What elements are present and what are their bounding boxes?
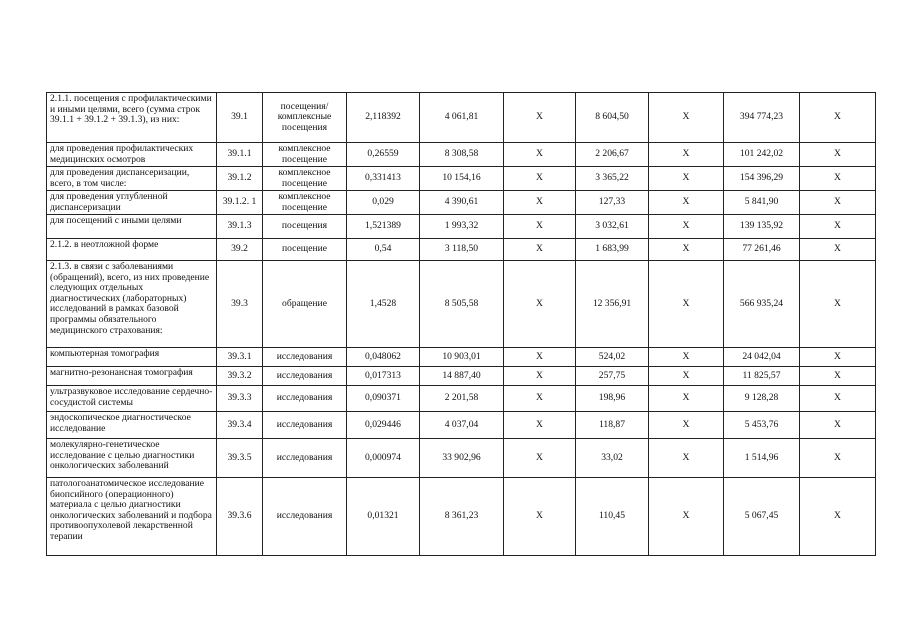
row-norm: 0,029 (347, 191, 420, 215)
row-cost: 10 154,16 (420, 167, 504, 191)
row-cost: 4 061,81 (420, 93, 504, 143)
row-unit: исследования (263, 348, 347, 367)
row-unit: посещения/ комплексные посещения (263, 93, 347, 143)
row-cost: 2 201,58 (420, 386, 504, 412)
row-code: 39.3.5 (217, 439, 263, 478)
row-norm: 0,331413 (347, 167, 420, 191)
row-norm: 0,54 (347, 239, 420, 261)
row-cost: 8 361,23 (420, 478, 504, 556)
table-row (47, 412, 876, 439)
row-per-capita: 3 032,61 (576, 215, 649, 239)
row-name: 2.1.3. в связи с заболеваниями (обращений), всего, из них проведение следующих отдельных диагностических (лабораторных) исследований в рамках базовой программы обязательного медицинского страхования: (47, 261, 217, 348)
row-unit: посещения (263, 215, 347, 239)
row-per-capita: 3 365,22 (576, 167, 649, 191)
row-x-mark: X (800, 386, 876, 412)
table-row (47, 93, 876, 143)
row-code: 39.1.2 (217, 167, 263, 191)
row-norm: 1,4528 (347, 261, 420, 348)
row-per-capita: 8 604,50 (576, 93, 649, 143)
row-norm: 0,029446 (347, 412, 420, 439)
table-row (47, 439, 876, 478)
row-x-mark: X (800, 439, 876, 478)
row-per-capita: 2 206,67 (576, 143, 649, 167)
row-x-mark: X (649, 348, 724, 367)
row-norm: 0,000974 (347, 439, 420, 478)
row-x-mark: X (800, 167, 876, 191)
row-total: 566 935,24 (724, 261, 800, 348)
row-x-mark: X (649, 143, 724, 167)
row-cost: 14 887,40 (420, 367, 504, 386)
row-x-mark: X (504, 191, 576, 215)
row-name: для посещений с иными целями (47, 215, 217, 239)
row-code: 39.3.3 (217, 386, 263, 412)
row-x-mark: X (504, 367, 576, 386)
row-code: 39.3.2 (217, 367, 263, 386)
row-cost: 1 993,32 (420, 215, 504, 239)
row-x-mark: X (800, 93, 876, 143)
row-name: эндоскопическое диагностическое исследование (47, 412, 217, 439)
table-row (47, 215, 876, 239)
table-row (47, 239, 876, 261)
row-x-mark: X (800, 143, 876, 167)
norms-table (46, 92, 876, 556)
row-code: 39.1.1 (217, 143, 263, 167)
row-total: 9 128,28 (724, 386, 800, 412)
table-row (47, 367, 876, 386)
row-unit: исследования (263, 478, 347, 556)
row-total: 139 135,92 (724, 215, 800, 239)
row-x-mark: X (649, 439, 724, 478)
row-name: молекулярно-генетическое исследование с целью диагностики онкологических заболеваний (47, 439, 217, 478)
row-total: 24 042,04 (724, 348, 800, 367)
row-x-mark: X (504, 261, 576, 348)
row-name: магнитно-резонансная томография (47, 367, 217, 386)
row-total: 5 841,90 (724, 191, 800, 215)
row-x-mark: X (800, 191, 876, 215)
row-x-mark: X (504, 386, 576, 412)
row-total: 1 514,96 (724, 439, 800, 478)
row-norm: 0,017313 (347, 367, 420, 386)
row-x-mark: X (800, 215, 876, 239)
row-norm: 1,521389 (347, 215, 420, 239)
row-x-mark: X (800, 478, 876, 556)
row-unit: исследования (263, 412, 347, 439)
row-x-mark: X (649, 478, 724, 556)
row-code: 39.1.2. 1 (217, 191, 263, 215)
row-per-capita: 110,45 (576, 478, 649, 556)
row-x-mark: X (800, 239, 876, 261)
row-x-mark: X (504, 348, 576, 367)
row-code: 39.3.4 (217, 412, 263, 439)
row-x-mark: X (649, 412, 724, 439)
row-cost: 8 505,58 (420, 261, 504, 348)
table-row (47, 191, 876, 215)
row-x-mark: X (504, 239, 576, 261)
row-total: 77 261,46 (724, 239, 800, 261)
row-per-capita: 1 683,99 (576, 239, 649, 261)
row-x-mark: X (800, 261, 876, 348)
row-cost: 33 902,96 (420, 439, 504, 478)
row-norm: 0,26559 (347, 143, 420, 167)
row-name: для проведения диспансеризации, всего, в том числе: (47, 167, 217, 191)
row-per-capita: 257,75 (576, 367, 649, 386)
row-x-mark: X (504, 143, 576, 167)
row-x-mark: X (504, 215, 576, 239)
row-x-mark: X (649, 93, 724, 143)
table-row (47, 386, 876, 412)
row-unit: посещение (263, 239, 347, 261)
row-x-mark: X (504, 93, 576, 143)
row-unit: исследования (263, 439, 347, 478)
row-x-mark: X (649, 367, 724, 386)
row-per-capita: 118,87 (576, 412, 649, 439)
row-code: 39.1 (217, 93, 263, 143)
row-x-mark: X (649, 215, 724, 239)
row-name: компьютерная томография (47, 348, 217, 367)
row-unit: исследования (263, 367, 347, 386)
row-norm: 0,01321 (347, 478, 420, 556)
row-x-mark: X (649, 239, 724, 261)
row-total: 394 774,23 (724, 93, 800, 143)
row-x-mark: X (504, 439, 576, 478)
row-name: для проведения углубленной диспансеризации (47, 191, 217, 215)
row-name: патологоанатомическое исследование биопсийного (операционного) материала с целью диагностики онкологических заболеваний и подбора противоопухолевой лекарственной терапии (47, 478, 217, 556)
row-unit: обращение (263, 261, 347, 348)
row-x-mark: X (649, 191, 724, 215)
table-row (47, 167, 876, 191)
row-total: 5 453,76 (724, 412, 800, 439)
row-code: 39.2 (217, 239, 263, 261)
row-name: для проведения профилактических медицинских осмотров (47, 143, 217, 167)
row-x-mark: X (649, 167, 724, 191)
row-code: 39.1.3 (217, 215, 263, 239)
row-x-mark: X (504, 167, 576, 191)
row-per-capita: 198,96 (576, 386, 649, 412)
table-row (47, 348, 876, 367)
row-x-mark: X (800, 348, 876, 367)
row-name: 2.1.1. посещения с профилактическими и иными целями, всего (сумма строк 39.1.1 + 39.1.2 + 39.1.3), из них: (47, 93, 217, 143)
row-name: ультразвуковое исследование сердечно-сосудистой системы (47, 386, 217, 412)
row-per-capita: 12 356,91 (576, 261, 649, 348)
row-norm: 2,118392 (347, 93, 420, 143)
row-norm: 0,048062 (347, 348, 420, 367)
row-x-mark: X (649, 261, 724, 348)
row-per-capita: 127,33 (576, 191, 649, 215)
row-cost: 4 390,61 (420, 191, 504, 215)
row-total: 154 396,29 (724, 167, 800, 191)
row-x-mark: X (800, 367, 876, 386)
row-cost: 4 037,04 (420, 412, 504, 439)
row-code: 39.3.6 (217, 478, 263, 556)
row-cost: 10 903,01 (420, 348, 504, 367)
row-per-capita: 524,02 (576, 348, 649, 367)
row-cost: 3 118,50 (420, 239, 504, 261)
table-row (47, 143, 876, 167)
row-cost: 8 308,58 (420, 143, 504, 167)
row-code: 39.3.1 (217, 348, 263, 367)
row-norm: 0,090371 (347, 386, 420, 412)
row-unit: комплексное посещение (263, 167, 347, 191)
row-total: 101 242,02 (724, 143, 800, 167)
row-x-mark: X (649, 386, 724, 412)
row-x-mark: X (504, 478, 576, 556)
row-name: 2.1.2. в неотложной форме (47, 239, 217, 261)
table-row (47, 261, 876, 348)
row-unit: комплексное посещение (263, 143, 347, 167)
row-unit: комплексное посещение (263, 191, 347, 215)
row-total: 5 067,45 (724, 478, 800, 556)
row-code: 39.3 (217, 261, 263, 348)
row-total: 11 825,57 (724, 367, 800, 386)
table-body (47, 93, 876, 556)
row-x-mark: X (800, 412, 876, 439)
table-row (47, 478, 876, 556)
row-per-capita: 33,02 (576, 439, 649, 478)
row-x-mark: X (504, 412, 576, 439)
row-unit: исследования (263, 386, 347, 412)
